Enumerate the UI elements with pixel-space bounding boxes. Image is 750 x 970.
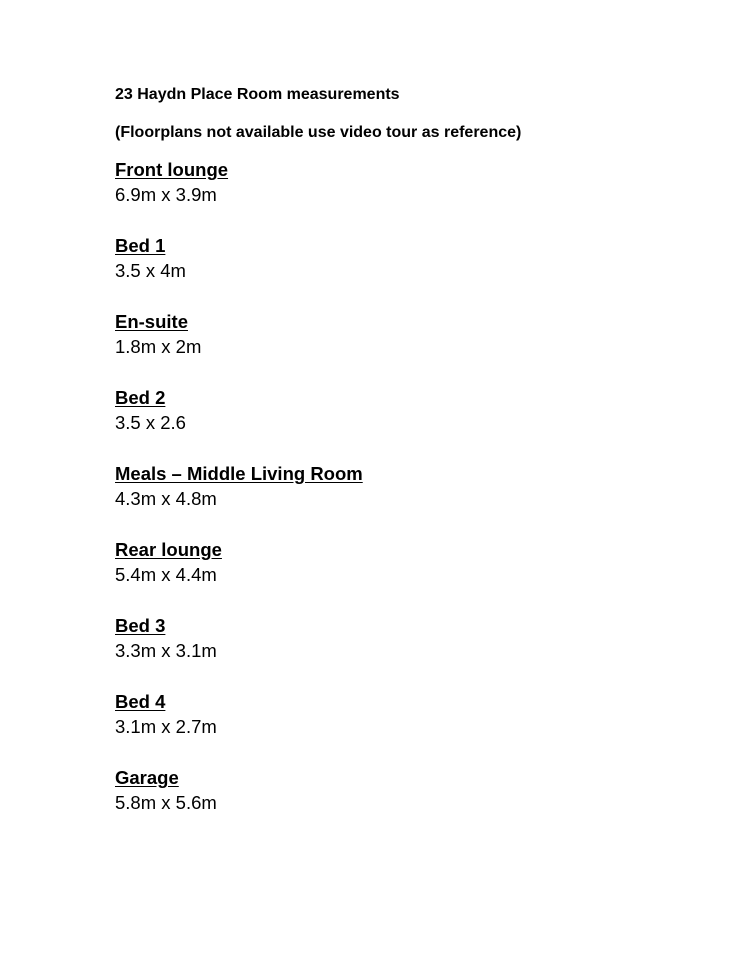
room-size: 4.3m x 4.8m bbox=[115, 488, 217, 509]
room-entry-bed-3 bbox=[115, 613, 715, 663]
room-size: 5.8m x 5.6m bbox=[115, 792, 217, 813]
document-content bbox=[115, 83, 715, 841]
room-size: 6.9m x 3.9m bbox=[115, 184, 217, 205]
room-entry-bed-4 bbox=[115, 689, 715, 739]
room-name: Rear lounge bbox=[115, 539, 222, 560]
room-entry-meals-middle-living-room bbox=[115, 461, 715, 511]
room-name: Garage bbox=[115, 767, 179, 788]
room-entry-front-lounge bbox=[115, 157, 715, 207]
room-name: Front lounge bbox=[115, 159, 229, 180]
room-name: Bed 4 bbox=[115, 691, 166, 712]
room-name: Bed 3 bbox=[115, 615, 166, 636]
room-name: Bed 2 bbox=[115, 387, 166, 408]
room-size: 3.5 x 2.6 bbox=[115, 412, 186, 433]
room-size: 3.5 x 4m bbox=[115, 260, 186, 281]
document-subtitle: (Floorplans not available use video tour as reference) bbox=[115, 124, 522, 141]
room-entry-rear-lounge bbox=[115, 537, 715, 587]
document-title: 23 Haydn Place Room measurements bbox=[115, 86, 400, 103]
room-name: Meals – Middle Living Room bbox=[115, 463, 363, 484]
room-entry-garage bbox=[115, 765, 715, 815]
room-entry-bed-2 bbox=[115, 385, 715, 435]
room-name: Bed 1 bbox=[115, 235, 166, 256]
room-name: En-suite bbox=[115, 311, 188, 332]
room-size: 1.8m x 2m bbox=[115, 336, 202, 357]
room-entry-en-suite bbox=[115, 309, 715, 359]
room-size: 3.1m x 2.7m bbox=[115, 716, 217, 737]
room-size: 3.3m x 3.1m bbox=[115, 640, 217, 661]
room-entry-bed-1 bbox=[115, 233, 715, 283]
room-size: 5.4m x 4.4m bbox=[115, 564, 217, 585]
